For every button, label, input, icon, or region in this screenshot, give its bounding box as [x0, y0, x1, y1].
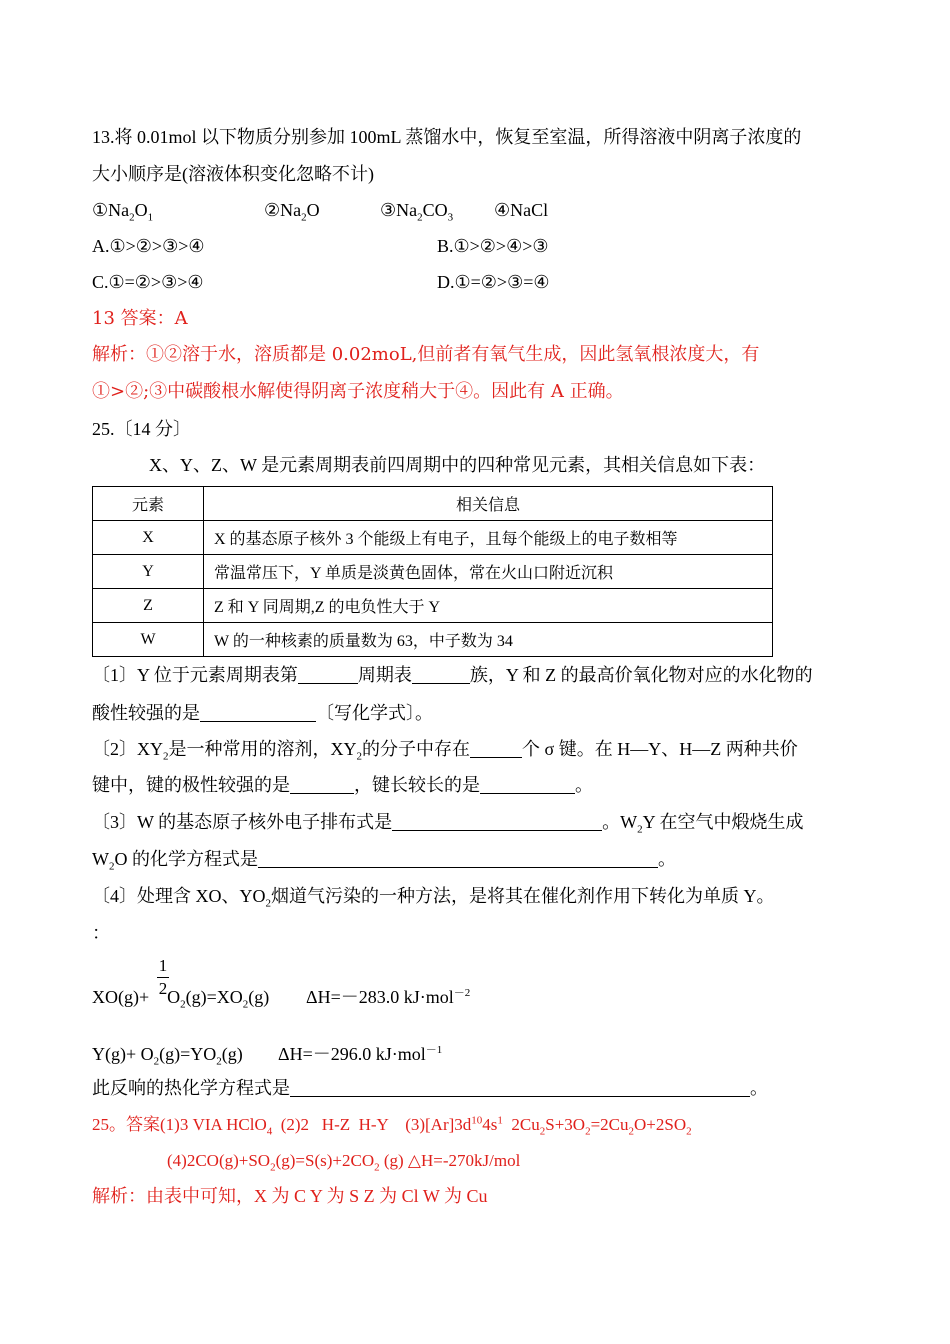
- table-cell-info: 常温常压下，Y 单质是淡黄色固体，常在火山口附近沉积: [204, 555, 773, 589]
- table-cell-info: X 的基态原子核外 3 个能级上有电子，且每个能级上的电子数相等: [204, 521, 773, 555]
- blank-sigma-count[interactable]: [470, 739, 522, 758]
- equation-1: $XO(g)+ O_2(g)=XO_2(g)$ ΔH=－283.0 kJ·mol$^{-2}$: [92, 984, 269, 1010]
- q25-header: 25.〔14 分〕: [92, 419, 191, 439]
- blank-equation[interactable]: [258, 849, 658, 868]
- colon-mark: ：: [92, 923, 110, 943]
- option-c: C.①=②>③>④: [92, 272, 204, 292]
- table-cell-element: Y: [93, 555, 204, 589]
- substance-4: ④NaCl: [494, 200, 549, 220]
- blank-bond-length[interactable]: [480, 775, 575, 794]
- substance-1: $①Na_2O_1$: [92, 200, 154, 224]
- table-cell-element: W: [93, 623, 204, 657]
- table-cell-element: X: [93, 521, 204, 555]
- table-row: [93, 555, 773, 589]
- substance-3: $③Na_2CO_3$: [380, 200, 454, 224]
- q13-answer: 13 答案：A: [92, 308, 188, 329]
- table-header-row: [93, 487, 773, 521]
- equation-1-enthalpy: ΔH=－283.0 kJ·mol$^{-2}$: [306, 987, 471, 1007]
- table-row: [93, 589, 773, 623]
- table-header-element: 元素: [93, 487, 204, 521]
- q25-part2-line1: 〔2〕$XY_2$是一种常用的溶剂，$XY_2$的分子中存在 个 σ 键。在 H—Y、H—Z 两种共价: [92, 739, 798, 763]
- table-row: [93, 521, 773, 555]
- q25-part2-line2: 键中，键的极性较强的是 ，键长较长的是 。: [92, 775, 593, 795]
- table-cell-info: Z 和 Y 同周期,Z 的电负性大于 Y: [204, 589, 773, 623]
- substance-2: $②Na_2O$: [264, 200, 320, 224]
- equation-2: $Y(g)+ O_2(g)=YO_2(g)$ ΔH=－296.0 kJ·mol$^{-1}$: [92, 1041, 243, 1067]
- q25-analysis: 解析：由表中可知，X 为 C Y 为 S Z 为 Cl W 为 Cu: [92, 1186, 488, 1206]
- table-row: [93, 623, 773, 657]
- q25-part1-line2: 酸性较强的是 〔写化学式〕。: [92, 703, 433, 723]
- table-header-info: 相关信息: [204, 487, 773, 521]
- option-d: D.①=②>③=④: [437, 272, 550, 292]
- blank-acid-formula[interactable]: [200, 703, 316, 722]
- q25-part3-line2: $W_2O$ 的化学方程式是 。: [92, 849, 676, 873]
- fraction-denominator: 2: [158, 979, 168, 998]
- q13-line2: 大小顺序是(溶液体积变化忽略不计): [92, 164, 374, 184]
- blank-polarity[interactable]: [290, 775, 354, 794]
- q25-intro: X、Y、Z、W 是元素周期表前四周期中的四种常见元素，其相关信息如下表：: [149, 455, 766, 475]
- blank-period[interactable]: [298, 665, 358, 684]
- q25-part1-line1: 〔1〕Y 位于元素周期表第 周期表 族，Y 和 Z 的最高价氧化物对应的水化物的: [92, 665, 813, 685]
- q13-line1: 13.将 0.01mol 以下物质分别参加 100mL 蒸馏水中，恢复至室温，所得溶液中阴离子浓度的: [92, 127, 802, 147]
- blank-thermo-equation[interactable]: [290, 1078, 750, 1097]
- q13-analysis-line2: ①>②;③中碳酸根水解使得阴离子浓度稍大于④。因此有 A 正确。: [92, 381, 624, 402]
- table-cell-info: W 的一种核素的质量数为 63，中子数为 34: [204, 623, 773, 657]
- option-a: A.①>②>③>④: [92, 236, 205, 256]
- blank-group[interactable]: [412, 665, 470, 684]
- q25-part4-question: 此反响的热化学方程式是 。: [92, 1078, 768, 1098]
- blank-electron-config[interactable]: [392, 812, 602, 831]
- option-b: B.①>②>④>③: [437, 236, 549, 256]
- equation-2-enthalpy: ΔH=－296.0 kJ·mol$^{-1}$: [278, 1044, 443, 1064]
- q25-part3-line1: 〔3〕W 的基态原子核外电子排布式是 。$W_2Y$ 在空气中煅烧生成: [92, 812, 804, 836]
- fraction-numerator: 1: [158, 956, 168, 975]
- q13-analysis-line1: 解析：①②溶于水，溶质都是 0.02moL,但前者有氧气生成，因此氢氧根浓度大，有: [92, 344, 760, 365]
- element-info-table: [92, 486, 773, 657]
- table-cell-element: Z: [93, 589, 204, 623]
- q25-part4-line1: 〔4〕处理含 XO、$YO_2$烟道气污染的一种方法，是将其在催化剂作用下转化为单质 Y。: [92, 886, 775, 910]
- q25-answer-line2: $(4)2CO(g)+SO_2(g)=S(s)+2CO_2$ (g) △H=-270kJ/mol: [167, 1151, 521, 1174]
- q25-answer-line1: 25。答案(1)3 VIA HClO$_4$ (2)2 H-Z H-Y $(3)[Ar]3d^{10}4s^1$ $2Cu_2S+3O_2=2Cu_2O+2SO_2$: [92, 1114, 692, 1138]
